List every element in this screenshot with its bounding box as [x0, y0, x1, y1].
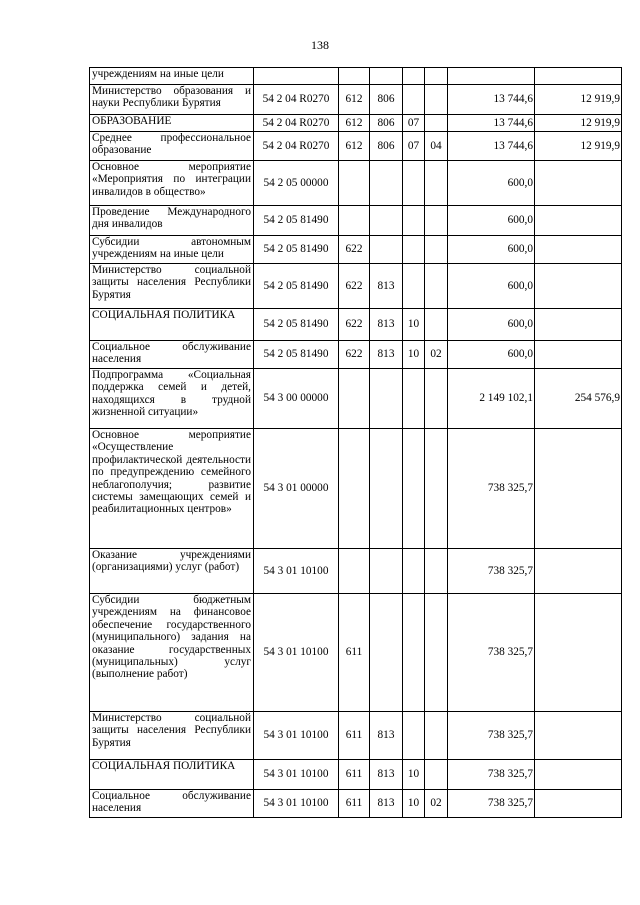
row-rz [403, 429, 425, 549]
row-rz: 07 [403, 115, 425, 132]
row-name: Социальное обслуживание населения [90, 341, 254, 369]
table-row [90, 206, 622, 236]
row-name: СОЦИАЛЬНАЯ ПОЛИТИКА [90, 760, 254, 790]
row-sum2: 12 919,9 [535, 115, 622, 132]
row-pr [425, 549, 448, 594]
row-pr [425, 161, 448, 206]
row-rz [403, 68, 425, 85]
row-grbs [370, 236, 403, 264]
row-vr: 612 [339, 132, 370, 161]
table-row [90, 309, 622, 341]
row-vr: 611 [339, 712, 370, 760]
row-sum2 [535, 206, 622, 236]
row-vr [339, 549, 370, 594]
row-name: Социальное обслуживание населения [90, 790, 254, 818]
row-pr [425, 85, 448, 115]
table-row [90, 429, 622, 549]
row-sum1: 2 149 102,1 [448, 369, 535, 429]
row-csr: 54 2 05 81490 [254, 264, 339, 309]
row-rz: 10 [403, 790, 425, 818]
row-csr: 54 3 01 10100 [254, 549, 339, 594]
row-sum1: 13 744,6 [448, 85, 535, 115]
row-pr [425, 206, 448, 236]
row-rz [403, 85, 425, 115]
row-sum2 [535, 790, 622, 818]
row-pr [425, 115, 448, 132]
table-row [90, 712, 622, 760]
row-vr [339, 369, 370, 429]
row-sum2: 12 919,9 [535, 85, 622, 115]
row-sum1: 600,0 [448, 309, 535, 341]
row-grbs [370, 594, 403, 712]
row-vr [339, 161, 370, 206]
row-csr: 54 3 01 10100 [254, 594, 339, 712]
row-grbs [370, 68, 403, 85]
row-sum2 [535, 341, 622, 369]
row-csr: 54 2 05 00000 [254, 161, 339, 206]
table-row [90, 236, 622, 264]
row-sum1: 600,0 [448, 341, 535, 369]
row-pr: 02 [425, 341, 448, 369]
table-row [90, 760, 622, 790]
table-row [90, 341, 622, 369]
row-name: Субсидии автономным учреждениям на иные цели [90, 236, 254, 264]
table-row [90, 369, 622, 429]
row-pr [425, 594, 448, 712]
row-sum2 [535, 309, 622, 341]
row-sum1: 13 744,6 [448, 115, 535, 132]
row-rz: 07 [403, 132, 425, 161]
row-sum2 [535, 68, 622, 85]
row-name: Министерство социальной защиты населения Республики Бурятия [90, 264, 254, 309]
row-pr [425, 429, 448, 549]
row-name: Оказание учреждениями (организациями) услуг (работ) [90, 549, 254, 594]
table-row [90, 790, 622, 818]
row-csr: 54 3 01 00000 [254, 429, 339, 549]
row-grbs: 813 [370, 264, 403, 309]
row-grbs: 813 [370, 309, 403, 341]
row-name: Министерство образования и науки Республики Бурятия [90, 85, 254, 115]
row-csr: 54 3 01 10100 [254, 790, 339, 818]
row-sum1: 738 325,7 [448, 790, 535, 818]
row-sum1: 600,0 [448, 264, 535, 309]
row-rz: 10 [403, 341, 425, 369]
row-pr: 04 [425, 132, 448, 161]
page-number: 138 [311, 38, 329, 52]
row-pr [425, 369, 448, 429]
row-csr: 54 3 01 10100 [254, 760, 339, 790]
row-vr: 611 [339, 790, 370, 818]
row-rz [403, 206, 425, 236]
budget-table [89, 67, 622, 818]
row-sum1: 600,0 [448, 236, 535, 264]
table-row [90, 68, 622, 85]
row-grbs: 813 [370, 790, 403, 818]
row-sum1: 738 325,7 [448, 760, 535, 790]
row-name: учреждениям на иные цели [90, 68, 254, 85]
row-grbs [370, 206, 403, 236]
row-csr [254, 68, 339, 85]
row-sum1: 738 325,7 [448, 712, 535, 760]
row-grbs: 813 [370, 341, 403, 369]
row-csr: 54 2 05 81490 [254, 309, 339, 341]
row-rz [403, 369, 425, 429]
row-grbs: 806 [370, 85, 403, 115]
row-csr: 54 2 04 R0270 [254, 132, 339, 161]
row-name: Основное мероприятие «Мероприятия по интеграции инвалидов в общество» [90, 161, 254, 206]
row-grbs: 813 [370, 760, 403, 790]
row-sum2 [535, 760, 622, 790]
row-vr [339, 68, 370, 85]
row-vr: 622 [339, 264, 370, 309]
row-sum1: 600,0 [448, 161, 535, 206]
row-sum2 [535, 549, 622, 594]
row-name: Подпрограмма «Социальная поддержка семей и детей, находящихся в трудной жизненной ситуации» [90, 369, 254, 429]
row-rz [403, 549, 425, 594]
row-rz [403, 264, 425, 309]
table-row [90, 549, 622, 594]
row-vr: 612 [339, 85, 370, 115]
row-name: Субсидии бюджетным учреждениям на финансовое обеспечение государственного (муниципального) задания на оказание государственных (муниципальных) услуг (выполнение работ) [90, 594, 254, 712]
row-name: Среднее профессиональное образование [90, 132, 254, 161]
row-vr: 611 [339, 594, 370, 712]
row-sum2 [535, 236, 622, 264]
row-pr [425, 309, 448, 341]
row-sum1: 738 325,7 [448, 429, 535, 549]
row-rz [403, 594, 425, 712]
row-vr [339, 206, 370, 236]
row-pr [425, 760, 448, 790]
row-csr: 54 3 00 00000 [254, 369, 339, 429]
row-sum2: 12 919,9 [535, 132, 622, 161]
row-sum2: 254 576,9 [535, 369, 622, 429]
row-vr: 612 [339, 115, 370, 132]
row-csr: 54 2 05 81490 [254, 341, 339, 369]
row-pr [425, 264, 448, 309]
row-grbs: 813 [370, 712, 403, 760]
row-grbs [370, 369, 403, 429]
row-rz: 10 [403, 760, 425, 790]
table-row [90, 161, 622, 206]
row-sum2 [535, 594, 622, 712]
row-grbs [370, 549, 403, 594]
row-sum1 [448, 68, 535, 85]
row-vr: 622 [339, 309, 370, 341]
row-sum1: 600,0 [448, 206, 535, 236]
row-vr [339, 429, 370, 549]
row-grbs [370, 429, 403, 549]
row-pr [425, 712, 448, 760]
row-grbs: 806 [370, 115, 403, 132]
row-rz [403, 712, 425, 760]
table-row [90, 115, 622, 132]
row-name: Основное мероприятие «Осуществление профилактической деятельности по предупреждению семейного неблагополучия; развитие системы замещающих семей и реабилитационных центров» [90, 429, 254, 549]
row-vr: 611 [339, 760, 370, 790]
row-csr: 54 2 04 R0270 [254, 85, 339, 115]
row-sum1: 738 325,7 [448, 549, 535, 594]
row-csr: 54 2 05 81490 [254, 236, 339, 264]
row-pr: 02 [425, 790, 448, 818]
row-vr: 622 [339, 236, 370, 264]
row-sum2 [535, 264, 622, 309]
row-pr [425, 236, 448, 264]
row-name: Министерство социальной защиты населения Республики Бурятия [90, 712, 254, 760]
row-sum2 [535, 161, 622, 206]
row-vr: 622 [339, 341, 370, 369]
table-row [90, 132, 622, 161]
row-rz [403, 236, 425, 264]
row-rz: 10 [403, 309, 425, 341]
row-csr: 54 3 01 10100 [254, 712, 339, 760]
row-sum1: 13 744,6 [448, 132, 535, 161]
table-row [90, 594, 622, 712]
row-sum1: 738 325,7 [448, 594, 535, 712]
row-pr [425, 68, 448, 85]
row-csr: 54 2 04 R0270 [254, 115, 339, 132]
row-name: Проведение Международного дня инвалидов [90, 206, 254, 236]
row-sum2 [535, 429, 622, 549]
row-rz [403, 161, 425, 206]
row-grbs [370, 161, 403, 206]
row-name: СОЦИАЛЬНАЯ ПОЛИТИКА [90, 309, 254, 341]
row-grbs: 806 [370, 132, 403, 161]
row-sum2 [535, 712, 622, 760]
table-row [90, 85, 622, 115]
row-name: ОБРАЗОВАНИЕ [90, 115, 254, 132]
table-row [90, 264, 622, 309]
row-csr: 54 2 05 81490 [254, 206, 339, 236]
